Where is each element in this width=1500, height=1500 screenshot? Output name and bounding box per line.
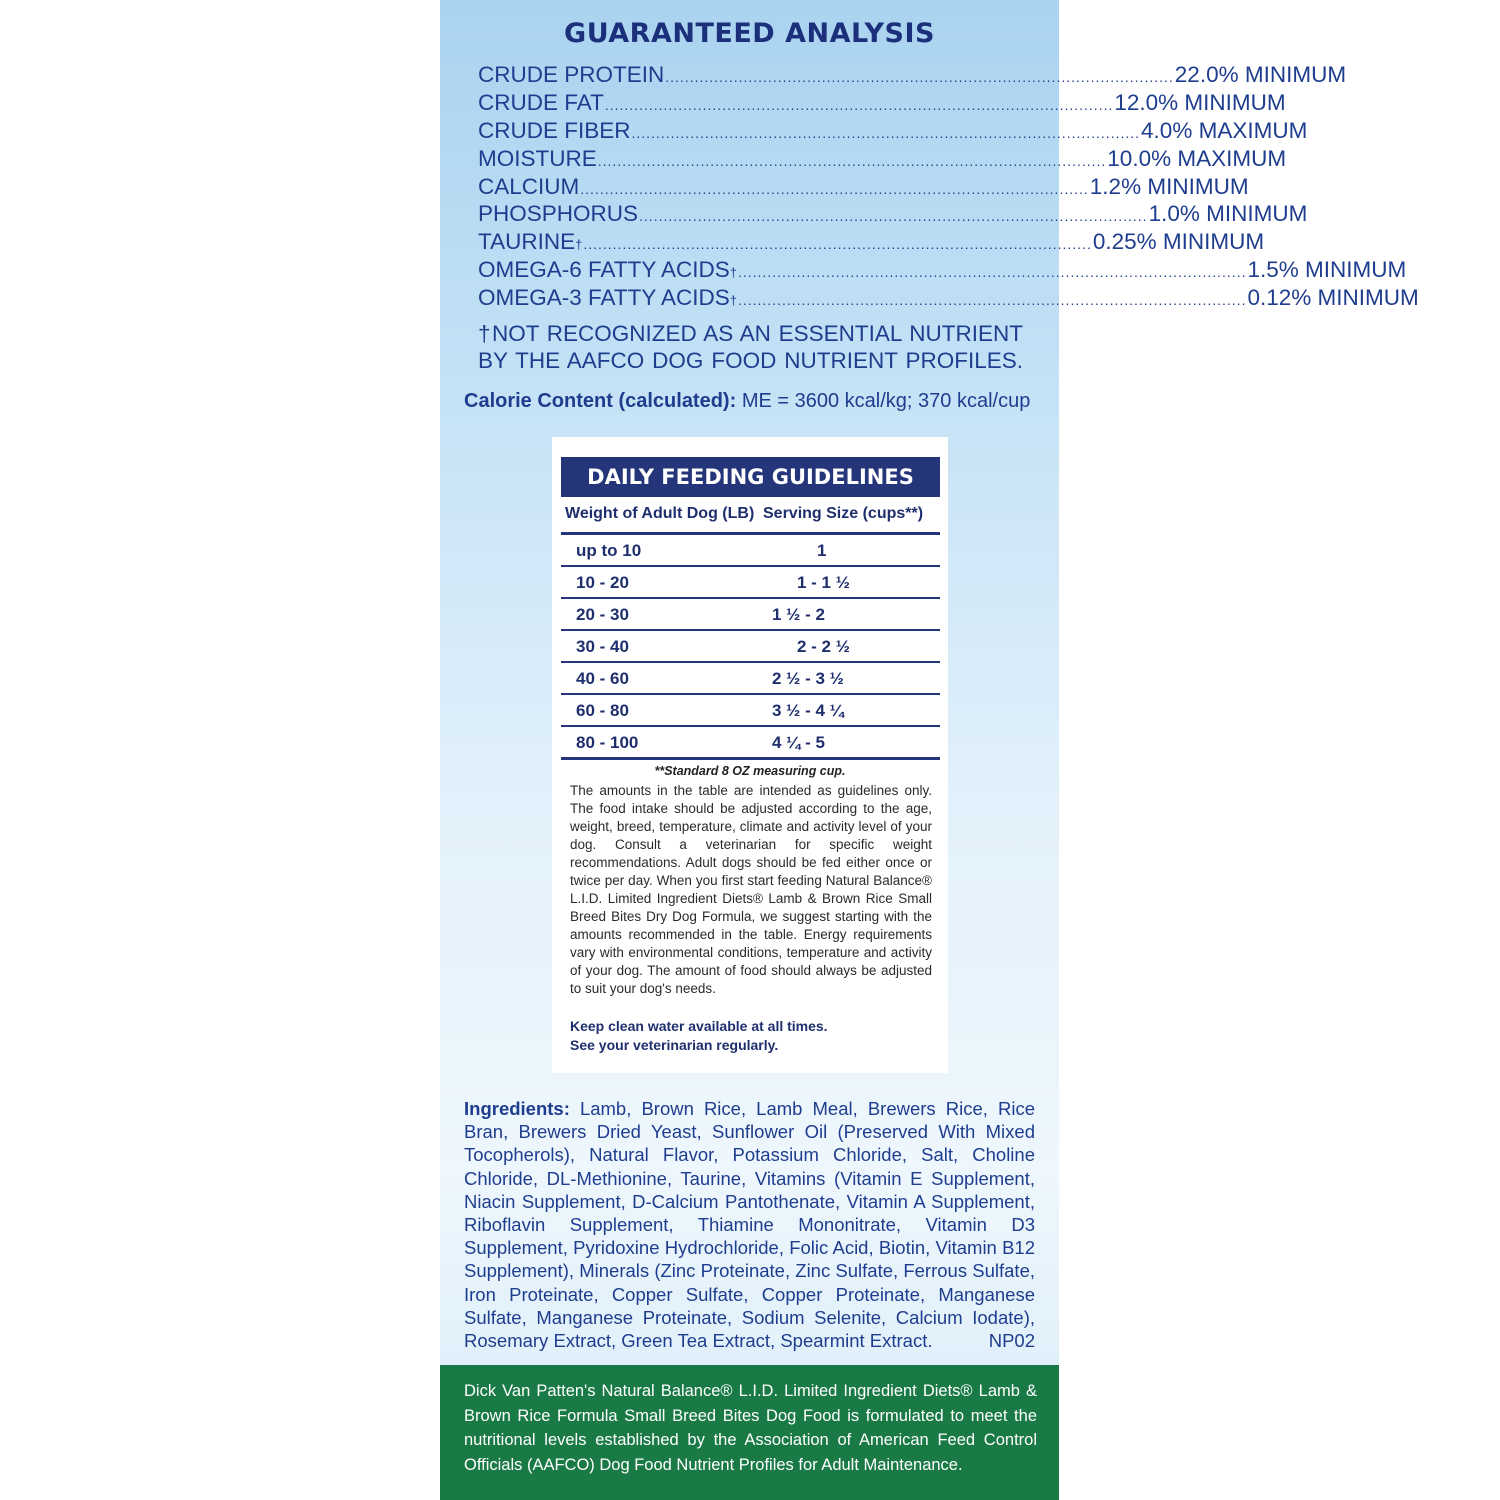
- dot-leader: ........................................................................................................: [639, 208, 1148, 225]
- table-row: [561, 631, 940, 663]
- feeding-guidelines-title: DAILY FEEDING GUIDELINES: [561, 457, 940, 497]
- ingredients-label: Ingredients:: [464, 1098, 570, 1119]
- nutrient-value: 1.2% MINIMUM: [1089, 173, 1249, 199]
- table-row: [561, 535, 940, 567]
- serving-cell: 2 - 2 ½: [797, 637, 850, 656]
- nutrient-value: 1.5% MINIMUM: [1247, 257, 1407, 283]
- table-row: [561, 567, 940, 599]
- analysis-row: [478, 173, 1249, 202]
- nutrient-name: OMEGA-6 FATTY ACIDS: [478, 257, 730, 283]
- measuring-cup-note: **Standard 8 OZ measuring cup.: [654, 764, 846, 778]
- aafco-statement-banner: [440, 1365, 1059, 1500]
- serving-cell: 4 ¼ - 5: [772, 733, 825, 752]
- dot-leader: ........................................................................................................: [583, 236, 1092, 253]
- dot-leader: ........................................................................................................: [597, 152, 1107, 169]
- calorie-content: [464, 390, 1044, 413]
- nutrient-value: 22.0% MINIMUM: [1174, 62, 1347, 87]
- nutrient-value: 12.0% MINIMUM: [1114, 89, 1286, 115]
- analysis-row: [478, 201, 1308, 229]
- analysis-row: [478, 145, 1287, 174]
- weight-cell: 80 - 100: [576, 733, 639, 752]
- feeding-table-header: [565, 501, 940, 531]
- dot-leader: ........................................................................................................: [604, 96, 1114, 113]
- analysis-row: [478, 62, 1347, 90]
- table-row: [561, 599, 940, 631]
- guaranteed-analysis-list: [478, 62, 1419, 313]
- product-code: NP02: [988, 1330, 1035, 1351]
- serving-cell: 3 ½ - 4 ¼: [772, 701, 844, 720]
- table-row: [561, 663, 940, 695]
- serving-cell: 1 ½ - 2: [772, 605, 825, 624]
- analysis-row: OMEGA-6 FATTY ACIDS † ........................................................................................................ 1.5% MINIMUM: [478, 257, 1407, 283]
- ingredients-list: [464, 1097, 1035, 1352]
- feeding-instructions: The amounts in the table are intended as guidelines only. The food intake should be adjusted according to the age, weight, breed, temperature, climate and activity level of your dog. Consult a veterinarian for specific weight recommendations. Adult dogs should be fed either once or twice per day. When you first start feeding Natural Balance® L.I.D. Limited Ingredient Diets® Lamb & Brown Rice Small Breed Bites Dry Dog Formula, we suggest starting with the amounts recommended in the table. Energy requirements vary with environmental conditions, temperature and activity of your dog. The amount of food should always be adjusted to suit your dog's needs.: [570, 783, 932, 996]
- nutrient-value: 1.0% MINIMUM: [1148, 201, 1308, 227]
- analysis-row: [478, 117, 1308, 146]
- weight-column-header: Weight of Adult Dog (LB): [565, 505, 755, 522]
- feeding-table: [561, 535, 940, 760]
- nutrient-name: PHOSPHORUS: [478, 201, 639, 227]
- analysis-row: TAURINE † ........................................................................................................ 0.25% MINIMUM: [478, 229, 1265, 255]
- vet-note: See your veterinarian regularly.: [570, 1037, 779, 1053]
- label-panel: [440, 0, 1419, 1500]
- dot-leader: ........................................................................................................: [665, 69, 1174, 85]
- serving-cell: 1: [817, 541, 827, 560]
- nutrient-value: 0.25% MINIMUM: [1092, 229, 1265, 255]
- nutrient-name: CALCIUM: [478, 173, 580, 199]
- table-row: [561, 727, 940, 760]
- nutrient-value: 0.12% MINIMUM: [1247, 285, 1419, 311]
- analysis-row: OMEGA-3 FATTY ACIDS † ........................................................................................................ 0.12% MINIMUM: [478, 285, 1419, 311]
- guaranteed-analysis-title: GUARANTEED ANALYSIS: [564, 18, 935, 49]
- nutrient-value: 4.0% MAXIMUM: [1141, 117, 1308, 143]
- analysis-row: [478, 89, 1286, 118]
- aafco-statement: Dick Van Patten's Natural Balance® L.I.D. Limited Ingredient Diets® Lamb & Brown Rice Formula Small Breed Bites Dog Food is formulated to meet the nutritional levels established by the Association of American Feed Control Officials (AAFCO) Dog Food Nutrient Profiles for Adult Maintenance.: [464, 1382, 1037, 1474]
- dot-leader: ........................................................................................................: [737, 264, 1247, 281]
- dot-leader: ........................................................................................................: [631, 124, 1141, 141]
- water-note: Keep clean water available at all times.: [570, 1018, 828, 1034]
- calorie-label: Calorie Content (calculated):: [464, 390, 737, 412]
- weight-cell: 40 - 60: [576, 669, 629, 688]
- nutrient-name: OMEGA-3 FATTY ACIDS: [478, 285, 730, 311]
- nutrient-name: CRUDE PROTEIN: [478, 62, 665, 87]
- aafco-footnote: †NOT RECOGNIZED AS AN ESSENTIAL NUTRIENT BY THE AAFCO DOG FOOD NUTRIENT PROFILES.: [478, 321, 1023, 373]
- weight-cell: 30 - 40: [576, 637, 629, 656]
- serving-cell: 2 ½ - 3 ½: [772, 669, 844, 688]
- ingredients-text: Lamb, Brown Rice, Lamb Meal, Brewers Rice, Rice Bran, Brewers Dried Yeast, Sunflower Oil (Preserved With Mixed Tocopherols), Natural Flavor, Potassium Chloride, Salt, Choline Chloride, DL-Methionine, Taurine, Vitamins (Vitamin E Supplement, Niacin Supplement, D-Calcium Pantothenate, Vitamin A Supplement, Riboflavin Supplement, Thiamine Mononitrate, Vitamin D3 Supplement, Pyridoxine Hydrochloride, Folic Acid, Biotin, Vitamin B12 Supplement), Minerals (Zinc Proteinate, Zinc Sulfate, Ferrous Sulfate, Iron Proteinate, Copper Sulfate, Copper Proteinate, Manganese Sulfate, Manganese Proteinate, Sodium Selenite, Calcium Iodate), Rosemary Extract, Green Tea Extract, Spearmint Extract.: [464, 1098, 1035, 1352]
- dot-leader: ........................................................................................................: [737, 292, 1247, 309]
- nutrient-value: 10.0% MAXIMUM: [1107, 145, 1287, 171]
- care-notes: [570, 1017, 932, 1055]
- nutrient-name: TAURINE: [478, 229, 576, 255]
- table-row: [561, 695, 940, 727]
- feeding-guidelines-card: [552, 437, 948, 1073]
- weight-cell: 10 - 20: [576, 573, 629, 592]
- calorie-value: ME = 3600 kcal/kg; 370 kcal/cup: [736, 390, 1031, 412]
- weight-cell: 60 - 80: [576, 701, 629, 720]
- nutrient-name: MOISTURE: [478, 145, 597, 171]
- serving-cell: 1 - 1 ½: [797, 573, 850, 592]
- nutrient-name: CRUDE FIBER: [478, 117, 631, 143]
- weight-cell: 20 - 30: [576, 605, 629, 624]
- dot-leader: ........................................................................................................: [580, 180, 1089, 197]
- nutrient-name: CRUDE FAT: [478, 89, 604, 115]
- weight-cell: up to 10: [576, 541, 642, 560]
- serving-column-header: Serving Size (cups**): [763, 505, 924, 522]
